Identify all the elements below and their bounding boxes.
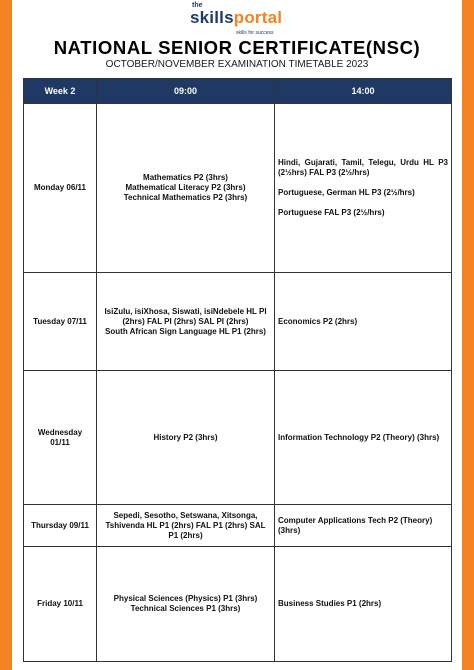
morning-cell: [97, 371, 275, 505]
header-morning: 09:00: [97, 79, 275, 104]
afternoon-exam: Hindi, Gujarati, Tamil, Telegu, Urdu HL P3 (2½hrs) FAL P3 (2½/hrs): [278, 158, 448, 177]
table-row: [24, 371, 452, 505]
table-row: [24, 547, 452, 662]
afternoon-exam: Business Studies P1 (2hrs): [278, 599, 382, 608]
table-row: [24, 505, 452, 547]
morning-exam: Mathematical Literacy P2 (3hrs): [125, 183, 246, 192]
morning-exam: Physical Sciences (Physics) P1 (3hrs): [113, 594, 258, 603]
morning-exam: Mathematics P2 (3hrs): [143, 173, 228, 182]
morning-exam: Sepedi, Sesotho, Setswana, Xitsonga, Tshivenda HL P1 (2hrs) FAL P1 (2hrs) SAL P1 (2hrs): [105, 510, 266, 540]
afternoon-exam: Computer Applications Tech P2 (Theory) (3hrs): [278, 515, 433, 535]
afternoon-cell: [275, 371, 452, 505]
logo-brand: [190, 8, 282, 28]
morning-exam: Technical Sciences P1 (3hrs): [130, 604, 241, 613]
logo-brand-suffix: portal: [233, 8, 283, 27]
morning-exam: South African Sign Language HL P1 (2hrs): [105, 326, 266, 336]
exam-timetable: [23, 78, 452, 662]
morning-exam: Technical Mathematics P2 (3hrs): [123, 193, 248, 202]
morning-exam: IsiZulu, isiXhosa, Siswati, isiNdebele HL PI (2hrs) FAL PI (2hrs) SAL PI (2hrs): [104, 306, 267, 326]
table-header-row: [24, 79, 452, 104]
logo-tagline: skills for success: [236, 30, 274, 36]
day-cell: Monday 06/11: [24, 104, 97, 273]
morning-cell: [97, 273, 275, 371]
right-orange-bar: [462, 0, 474, 670]
morning-cell: [97, 104, 275, 273]
afternoon-exam: Economics P2 (2hrs): [278, 316, 358, 326]
morning-cell: [97, 547, 275, 662]
logo-brand-prefix: skills: [190, 8, 234, 27]
morning-exam: History P2 (3hrs): [153, 432, 218, 442]
afternoon-cell: [275, 273, 452, 371]
header-afternoon: 14:00: [275, 79, 452, 104]
afternoon-exam: Information Technology P2 (Theory) (3hrs): [278, 432, 440, 442]
table-row: [24, 273, 452, 371]
afternoon-cell: [275, 547, 452, 662]
day-cell: Wednesday 01/11: [24, 371, 97, 505]
afternoon-cell: [275, 505, 452, 547]
afternoon-exam: Portuguese FAL P3 (2½/hrs): [278, 208, 385, 217]
page-subtitle: OCTOBER/NOVEMBER EXAMINATION TIMETABLE 2023: [105, 59, 369, 70]
page-title: NATIONAL SENIOR CERTIFICATE(NSC): [53, 37, 421, 58]
left-orange-bar: [0, 0, 12, 670]
skillsportal-logo: [190, 2, 290, 38]
table-row: [24, 104, 452, 273]
day-cell: Friday 10/11: [24, 547, 97, 662]
afternoon-cell: [275, 104, 452, 273]
afternoon-exam: Portuguese, German HL P3 (2½/hrs): [278, 188, 415, 197]
day-cell: Thursday 09/11: [24, 505, 97, 547]
morning-cell: [97, 505, 275, 547]
day-cell: Tuesday 07/11: [24, 273, 97, 371]
logo-the: the: [192, 2, 203, 9]
header-week: Week 2: [24, 79, 97, 104]
